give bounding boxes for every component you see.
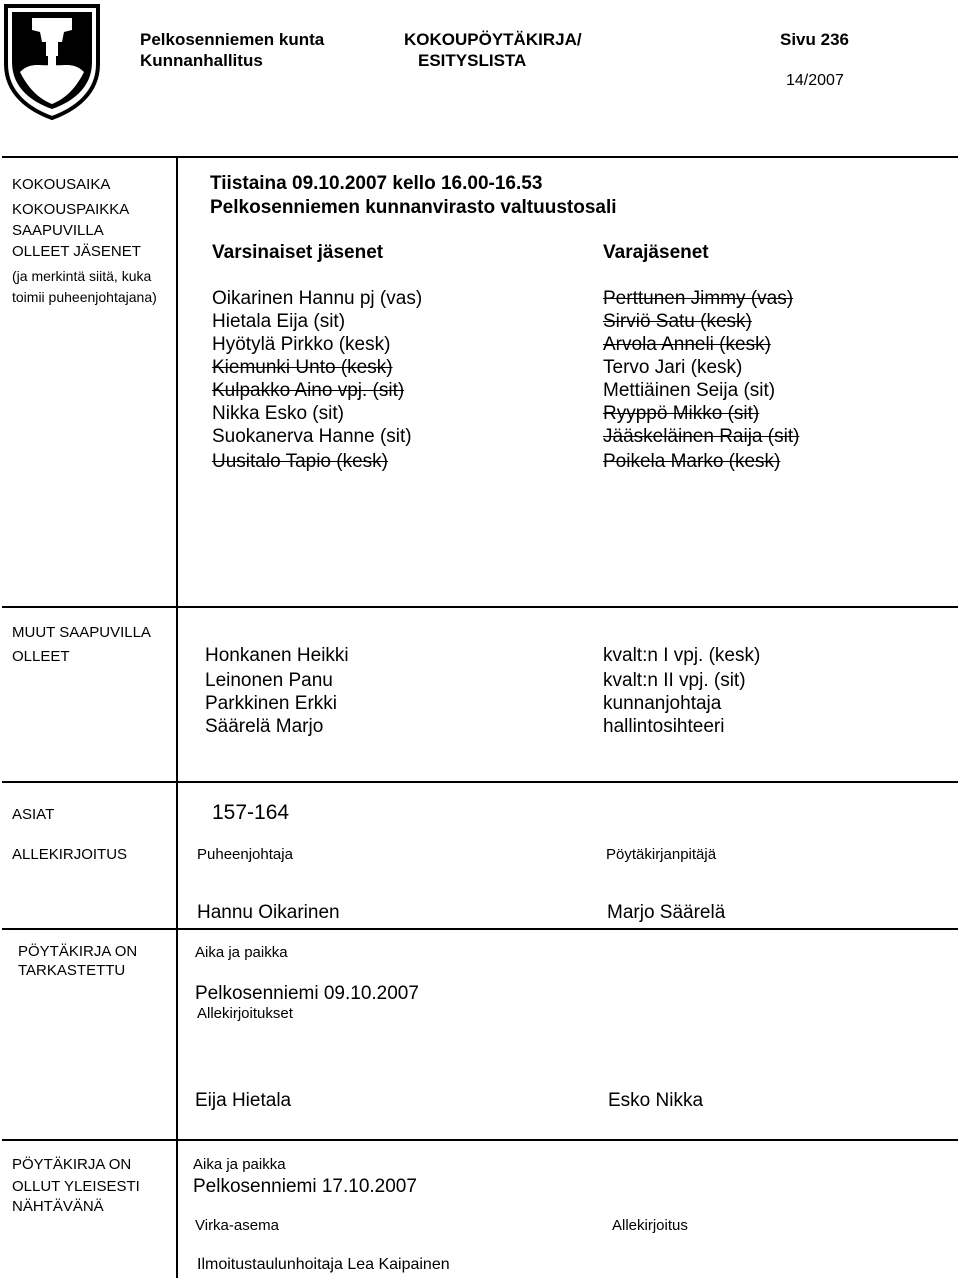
- deputies-heading: Varajäsenet: [603, 242, 709, 263]
- member-name-absent: Kulpakko Aino vpj. (sit): [212, 380, 405, 401]
- signatures-label: ALLEKIRJOITUS: [12, 846, 128, 863]
- deputy-name-absent: Arvola Anneli (kesk): [603, 334, 771, 355]
- member-name: Suokanerva Hanne (sit): [212, 426, 412, 447]
- signature-label: Allekirjoitus: [612, 1217, 688, 1234]
- other-person-role: kvalt:n I vpj. (kesk): [603, 645, 761, 666]
- matters-label: ASIAT: [12, 806, 55, 823]
- chair-title: Puheenjohtaja: [197, 846, 293, 863]
- divider-line: [2, 928, 958, 930]
- municipality-name: Pelkosenniemen kunta: [140, 30, 325, 49]
- others-label-line1: MUUT SAAPUVILLA: [12, 624, 151, 641]
- other-person-role: kvalt:n II vpj. (sit): [603, 670, 746, 691]
- meeting-place-label: KOKOUSPAIKKA: [12, 201, 130, 218]
- member-name: Hietala Eija (sit): [212, 311, 346, 332]
- other-person-name: Parkkinen Erkki: [205, 693, 337, 714]
- other-person-role: hallintosihteeri: [603, 716, 725, 737]
- meeting-place-value: Pelkosenniemen kunnanvirasto valtuustosali: [210, 197, 617, 218]
- coat-of-arms-logo: [2, 2, 102, 120]
- attendance-note-line1: (ja merkintä siitä, kuka: [12, 268, 152, 284]
- deputy-name: Tervo Jari (kesk): [603, 357, 743, 378]
- member-name: Nikka Esko (sit): [212, 403, 344, 424]
- inspection-label-line2: TARKASTETTU: [18, 962, 126, 979]
- deputy-name-absent: Ryyppö Mikko (sit): [603, 403, 760, 424]
- deputy-name-absent: Jääskeläinen Raija (sit): [603, 426, 800, 447]
- attendance-note-line2: toimii puheenjohtajana): [12, 289, 157, 305]
- deputy-name-absent: Poikela Marko (kesk): [603, 451, 781, 472]
- public-view-time-place-label: Aika ja paikka: [193, 1156, 286, 1173]
- member-name-absent: Kiemunki Unto (kesk): [212, 357, 393, 378]
- other-person-name: Leinonen Panu: [205, 670, 333, 691]
- divider-line: [2, 606, 958, 608]
- secretary-title: Pöytäkirjanpitäjä: [606, 846, 717, 863]
- column-divider: [176, 156, 178, 1278]
- document-type-line2: ESITYSLISTA: [418, 51, 527, 70]
- public-view-label-line2: OLLUT YLEISESTI: [12, 1178, 140, 1195]
- member-name: Hyötylä Pirkko (kesk): [212, 334, 391, 355]
- others-label-line2: OLLEET: [12, 648, 70, 665]
- deputy-name: Mettiäinen Seija (sit): [603, 380, 776, 401]
- chair-name: Hannu Oikarinen: [197, 902, 340, 923]
- attendance-label-line2: OLLEET JÄSENET: [12, 243, 141, 260]
- other-person-name: Säärelä Marjo: [205, 716, 324, 737]
- public-view-label-line1: PÖYTÄKIRJA ON: [12, 1156, 132, 1173]
- meeting-time-value: Tiistaina 09.10.2007 kello 16.00-16.53: [210, 173, 543, 194]
- deputy-name-absent: Perttunen Jimmy (vas): [603, 288, 794, 309]
- inspection-time-place-value: Pelkosenniemi 09.10.2007: [195, 983, 419, 1004]
- inspector-name: Eija Hietala: [195, 1090, 292, 1111]
- matters-value: 157-164: [212, 801, 290, 824]
- divider-line: [2, 156, 958, 158]
- inspector-name: Esko Nikka: [608, 1090, 704, 1111]
- inspection-time-place-label: Aika ja paikka: [195, 944, 288, 961]
- public-view-label-line3: NÄHTÄVÄNÄ: [12, 1198, 104, 1215]
- divider-line: [2, 1139, 958, 1141]
- page-number: Sivu 236: [780, 30, 849, 49]
- inspection-label-line1: PÖYTÄKIRJA ON: [18, 943, 138, 960]
- member-name: Oikarinen Hannu pj (vas): [212, 288, 423, 309]
- divider-line: [2, 781, 958, 783]
- members-heading: Varsinaiset jäsenet: [212, 242, 384, 263]
- document-type-line1: KOKOUPÖYTÄKIRJA/: [404, 30, 582, 49]
- other-person-name: Honkanen Heikki: [205, 645, 349, 666]
- inspection-signatures-label: Allekirjoitukset: [197, 1005, 293, 1022]
- document-number: 14/2007: [786, 72, 844, 89]
- member-name-absent: Uusitalo Tapio (kesk): [212, 451, 389, 472]
- position-label: Virka-asema: [195, 1217, 279, 1234]
- governing-body: Kunnanhallitus: [140, 51, 263, 70]
- public-view-time-place-value: Pelkosenniemi 17.10.2007: [193, 1176, 417, 1197]
- deputy-name-absent: Sirviö Satu (kesk): [603, 311, 752, 332]
- notice-board-official: Ilmoitustaulunhoitaja Lea Kaipainen: [197, 1256, 450, 1273]
- secretary-name: Marjo Säärelä: [607, 902, 726, 923]
- attendance-label-line1: SAAPUVILLA: [12, 222, 104, 239]
- other-person-role: kunnanjohtaja: [603, 693, 722, 714]
- meeting-time-label: KOKOUSAIKA: [12, 176, 111, 193]
